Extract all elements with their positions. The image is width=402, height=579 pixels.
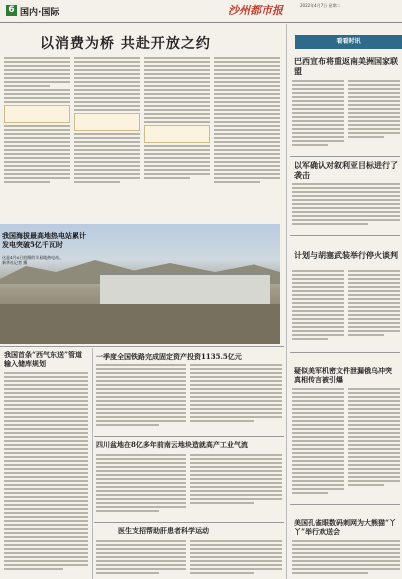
foreground-ground bbox=[0, 304, 280, 344]
lead-article-col-3 bbox=[144, 57, 210, 217]
divider bbox=[94, 522, 284, 523]
bottom-story-body-2 bbox=[96, 364, 186, 432]
right-story-title-1: 巴西宣布将重返南美洲国家联盟 bbox=[294, 56, 398, 76]
lead-article-col-4 bbox=[214, 57, 280, 217]
column-divider bbox=[286, 24, 287, 579]
bottom-story-body-4 bbox=[96, 540, 186, 578]
bottom-story-body-3b bbox=[190, 454, 282, 518]
right-column-banner: 看看时讯 bbox=[295, 35, 402, 49]
divider bbox=[290, 504, 400, 505]
right-story-title-3: 计划与胡塞武装举行停火谈判 bbox=[294, 250, 398, 260]
photo-caption: 这是4月6日拍摄的羊易地热电站。新华社记者 摄 bbox=[2, 255, 64, 265]
right-story-title-5: 美国孔雀眼数码刺网为大熊猫“丫丫”举行欢送会 bbox=[294, 518, 397, 536]
plant-building bbox=[100, 272, 270, 305]
right-story-body-2 bbox=[292, 183, 400, 228]
bottom-story-title-4: 医生支招帮助肝患者科学运动 bbox=[118, 526, 209, 535]
divider bbox=[290, 156, 400, 157]
bottom-story-title-2: 一季度全国铁路完成固定资产投资1135.5亿元 bbox=[96, 352, 242, 361]
right-story-body-3b bbox=[348, 270, 400, 346]
lead-article-col-2 bbox=[74, 57, 140, 217]
right-story-body-4 bbox=[292, 388, 344, 500]
column-divider bbox=[92, 348, 93, 579]
right-story-body-3 bbox=[292, 270, 344, 346]
divider bbox=[290, 352, 400, 353]
divider bbox=[94, 436, 284, 437]
bottom-story-title-3: 四川盆地在8亿多年前南云地块造就高产工业气流 bbox=[96, 440, 248, 449]
bottom-story-body-4b bbox=[190, 540, 282, 578]
page-number: 6 bbox=[6, 5, 17, 16]
dateline: 2022年4月7日 星期二 bbox=[300, 3, 341, 8]
section-name: 国内·国际 bbox=[20, 8, 60, 18]
divider bbox=[290, 235, 400, 236]
divider bbox=[0, 346, 284, 347]
lead-headline: 以消费为桥 共赴开放之约 bbox=[40, 36, 211, 52]
bottom-story-body-2b bbox=[190, 364, 282, 432]
masthead-logo: 沙州都市报 bbox=[228, 4, 283, 17]
right-story-body-5 bbox=[292, 540, 400, 578]
lead-article-col-1 bbox=[4, 57, 70, 217]
right-story-title-4: 疑似美军机密文件泄漏俄乌冲突真相传言被引爆 bbox=[294, 366, 392, 384]
bottom-story-body-1 bbox=[4, 372, 88, 577]
right-story-body-1 bbox=[292, 80, 344, 150]
photo-headline: 我国海拔最高地热电站累计发电突破5亿千瓦时 bbox=[2, 231, 86, 249]
bottom-story-body-3 bbox=[96, 454, 186, 518]
bottom-story-title-1: 我国首条“西气东送”管道输入储库规划 bbox=[4, 350, 83, 368]
right-story-body-1b bbox=[348, 80, 400, 150]
right-story-body-4b bbox=[348, 388, 400, 500]
page-header bbox=[0, 0, 402, 23]
right-story-title-2: 以军确认对叙利亚目标进行了袭击 bbox=[294, 160, 398, 180]
